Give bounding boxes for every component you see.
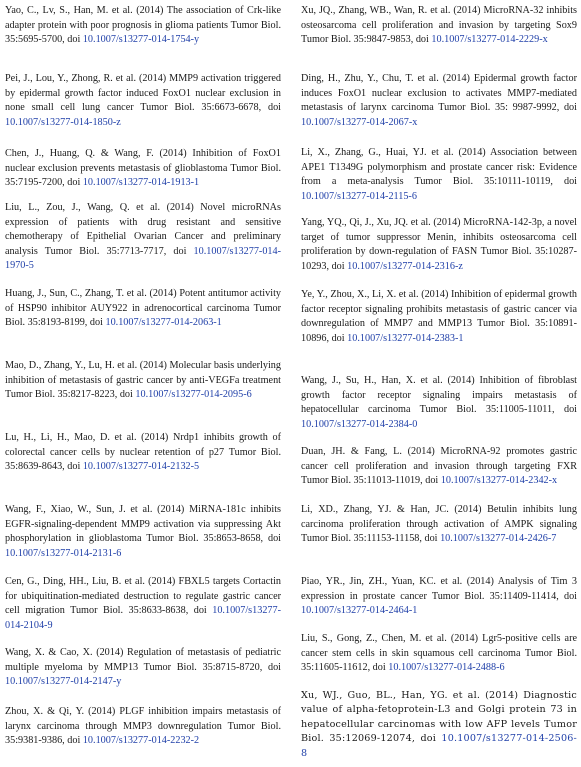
doi-link[interactable]: 10.1007/s13277-014-2384-0 bbox=[301, 418, 418, 430]
doi-link[interactable]: 10.1007/s13277-014-2342-x bbox=[440, 475, 558, 487]
reference-entry: Yao, C., Lv, S., Han, M. et al. (2014) The association of Crk-like adapter protein with poor prognosis in glioma patients Tumor Biol. 35:5695-5700, doi 10.1007/s13277-014-1754-y bbox=[5, 5, 281, 46]
reference-entry: Huang, J., Sun, C., Zhang, T. et al. (2014) Potent antitumor activity of HSP90 inhibitor AUY922 in adrenocortical carcinoma Tumor Biol. 35:8193-8199, doi 10.1007/s13277-014-2063-1 bbox=[5, 288, 281, 329]
reference-entry: Mao, D., Zhang, Y., Lu, H. et al. (2014) Molecular basis underlying inhibition of metastasis of gastric cancer by anti-VEGFa treatment Tumor Biol. 35:8217-8223, doi 10.1007/s13277-014-2095-6 bbox=[5, 360, 281, 401]
reference-entry: Wang, F., Xiao, W., Sun, J. et al. (2014) MiRNA-181c inhibits EGFR-signaling-dependent MMP9 activation via suppressing Akt phosphorylation in glioblastoma Tumor Biol. 35:8653-8658, doi 10.1007/s13277-014-2131-6 bbox=[5, 504, 281, 559]
doi-link[interactable]: 10.1007/s13277-014-2232-2 bbox=[82, 735, 200, 747]
doi-link[interactable]: 10.1007/s13277-014-2426-7 bbox=[440, 533, 557, 545]
doi-link[interactable]: 10.1007/s13277-014-2104-9 bbox=[5, 605, 281, 631]
reference-entry: Ding, H., Zhu, Y., Chu, T. et al. (2014) Epidermal growth factor induces FoxO1 nuclear exclusion to activates MMP7-mediated metastasis of larynx carcinoma Tumor Biol. 35: 9987-9992, doi 10.1007/s13277-014-2067-x bbox=[301, 73, 577, 128]
reference-entry: Liu, L., Zou, J., Wang, Q. et al. (2014) Novel microRNAs expression of patients with drug resistant and sensitive chemotherapy of Epithelial Ovarian Cancer and preliminary analysis Tumor Biol. 35:7713-7717, doi 10.1007/s13277-014-1970-5 bbox=[5, 202, 281, 272]
doi-link[interactable]: 10.1007/s13277-014-2115-6 bbox=[301, 190, 417, 202]
doi-link[interactable]: 10.1007/s13277-014-2063-1 bbox=[105, 317, 222, 329]
reference-entry: Yang, YQ., Qi, J., Xu, JQ. et al. (2014) MicroRNA-142-3p, a novel target of tumor suppressor Menin, inhibits osteosarcoma cell proliferation by down-regulation of FASN Tumor Biol. 35:10287-10293, doi 10.1007/s13277-014-2316-z bbox=[301, 217, 577, 272]
reference-entry: Xu, JQ., Zhang, WB., Wan, R. et al. (2014) MicroRNA-32 inhibits osteosarcoma cell proliferation and invasion by targeting Sox9 Tumor Biol. 35:9847-9853, doi 10.1007/s13277-014-2229-x bbox=[301, 5, 577, 46]
doi-link[interactable]: 10.1007/s13277-014-2316-z bbox=[347, 260, 463, 272]
doi-link[interactable]: 10.1007/s13277-014-1970-5 bbox=[5, 245, 281, 272]
reference-entry: Duan, JH. & Fang, L. (2014) MicroRNA-92 promotes gastric cancer cell proliferation and invasion through targeting FXR Tumor Biol. 35:11013-11019, doi 10.1007/s13277-014-2342-x bbox=[301, 446, 577, 487]
reference-entry: Chen, J., Huang, Q. & Wang, F. (2014) Inhibition of FoxO1 nuclear exclusion prevents metastasis of glioblastoma Tumor Biol. 35:7195-7200, doi 10.1007/s13277-014-1913-1 bbox=[5, 148, 281, 189]
doi-link[interactable]: 10.1007/s13277-014-1754-y bbox=[82, 34, 200, 46]
reference-entry: Cen, G., Ding, HH., Liu, B. et al. (2014) FBXL5 targets Cortactin for ubiquitination-mediated destruction to regulate gastric cancer cell migration Tumor Biol. 35:8633-8638, doi 10.1007/s13277-014-2104-9 bbox=[5, 576, 281, 631]
doi-link[interactable]: 10.1007/s13277-014-2464-1 bbox=[301, 605, 418, 617]
doi-link[interactable]: 10.1007/s13277-014-2229-x bbox=[431, 34, 548, 46]
doi-link[interactable]: 10.1007/s13277-014-2147-y bbox=[5, 676, 122, 688]
reference-entry: Lu, H., Li, H., Mao, D. et al. (2014) Nrdp1 inhibits growth of colorectal cancer cells by nuclear retention of p27 Tumor Biol. 35:8639-8643, doi 10.1007/s13277-014-2132-5 bbox=[5, 432, 281, 473]
reference-entry: Pei, J., Lou, Y., Zhong, R. et al. (2014) MMP9 activation triggered by epidermal growth factor induced FoxO1 nuclear exclusion in none small cell lung cancer Tumor Biol. 35:6673-6678, doi 10.1007/s13277-014-1850-z bbox=[5, 73, 281, 128]
doi-link[interactable]: 10.1007/s13277-014-2131-6 bbox=[5, 547, 122, 559]
doi-link[interactable]: 10.1007/s13277-014-2488-6 bbox=[388, 662, 505, 674]
reference-entry: Li, XD., Zhang, YJ. & Han, JC. (2014) Betulin inhibits lung carcinoma proliferation through activation of AMPK signaling Tumor Biol. 35:11153-11158, doi 10.1007/s13277-014-2426-7 bbox=[301, 504, 577, 545]
reference-entry: Li, X., Zhang, G., Huai, YJ. et al. (2014) Association between APE1 T1349G polymorphism and prostate cancer risk: Evidence from a meta-analysis Tumor Biol. 35:10111-10119, doi 10.1007/s13277-014-2115-6 bbox=[301, 147, 577, 202]
reference-entry: Piao, YR., Jin, ZH., Yuan, KC. et al. (2014) Analysis of Tim 3 expression in prostate cancer Tumor Biol. 35:11409-11414, doi 10.1007/s13277-014-2464-1 bbox=[301, 576, 577, 617]
doi-link[interactable]: 10.1007/s13277-014-1850-z bbox=[5, 116, 121, 128]
doi-link[interactable]: 10.1007/s13277-014-2506-8 bbox=[301, 733, 577, 759]
doi-link[interactable]: 10.1007/s13277-014-2383-1 bbox=[347, 332, 464, 344]
reference-entry: Xu, WJ., Guo, BL., Han, YG. et al. (2014) Diagnostic value of alpha-fetoprotein-L3 and Golgi protein 73 in hepatocellular carcinomas with low AFP levels Tumor Biol. 35:12069-12074, doi 10.1007/s13277-014-2506-8 bbox=[301, 690, 577, 759]
reference-entry: Wang, J., Su, H., Han, X. et al. (2014) Inhibition of fibroblast growth factor receptor signaling impairs metastasis of hepatocellular carcinoma Tumor Biol. 35:11005-11011, doi 10.1007/s13277-014-2384-0 bbox=[301, 375, 577, 430]
doi-link[interactable]: 10.1007/s13277-014-2067-x bbox=[301, 116, 418, 128]
reference-entry: Zhou, X. & Qi, Y. (2014) PLGF inhibition impairs metastasis of larynx carcinoma through MMP3 downregulation Tumor Biol. 35:9381-9386, doi 10.1007/s13277-014-2232-2 bbox=[5, 706, 281, 747]
reference-entry: Ye, Y., Zhou, X., Li, X. et al. (2014) Inhibition of epidermal growth factor receptor signaling prohibits metastasis of gastric cancer via downregulation of MMP7 and MMP13 Tumor Biol. 35:10891-10896, doi 10.1007/s13277-014-2383-1 bbox=[301, 289, 577, 344]
doi-link[interactable]: 10.1007/s13277-014-2095-6 bbox=[135, 389, 252, 401]
doi-link[interactable]: 10.1007/s13277-014-2132-5 bbox=[82, 461, 200, 473]
doi-link[interactable]: 10.1007/s13277-014-1913-1 bbox=[82, 177, 200, 189]
reference-entry: Liu, S., Gong, Z., Chen, M. et al. (2014) Lgr5-positive cells are cancer stem cells in skin squamous cell carcinoma Tumor Biol. 35:11605-11612, doi 10.1007/s13277-014-2488-6 bbox=[301, 633, 577, 674]
reference-entry: Wang, X. & Cao, X. (2014) Regulation of metastasis of pediatric multiple myeloma by MMP13 Tumor Biol. 35:8715-8720, doi 10.1007/s13277-014-2147-y bbox=[5, 647, 281, 688]
